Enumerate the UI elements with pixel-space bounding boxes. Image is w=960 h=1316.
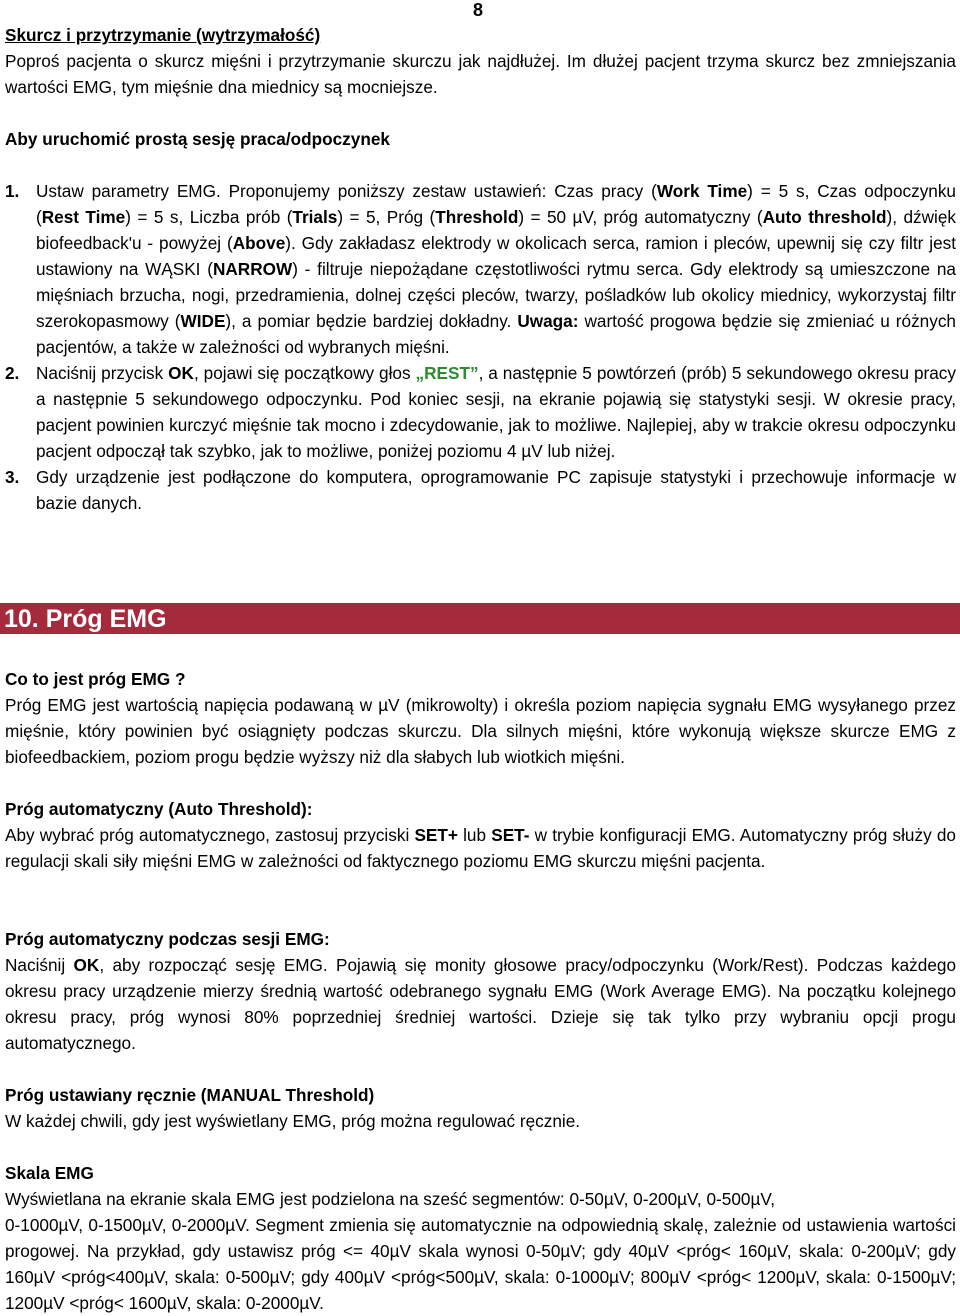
- what-is-section: [5, 666, 956, 770]
- what-is-heading: Co to jest próg EMG ?: [5, 669, 186, 689]
- manual-paragraph: W każdej chwili, gdy jest wyświetlany EMG, próg można regulować ręcznie.: [5, 1111, 581, 1131]
- set-minus-term: SET-: [491, 825, 530, 845]
- step1-text: ) = 5 s, Liczba prób (: [125, 207, 293, 227]
- step1-text: ) = 5 s, Czas odpoczynku (: [36, 181, 956, 227]
- scale-line-1: Wyświetlana na ekranie skala EMG jest podzielona na sześć segmentów: 0-50µV, 0-200µV, 0-500µV,: [5, 1189, 776, 1209]
- step2-text: Naciśnij przycisk: [36, 363, 169, 383]
- contraction-paragraph: Poproś pacjenta o skurcz mięśni i przytrzymanie skurczu jak najdłużej. Im dłużej pacjent trzyma skurcz bez zmniejszania wartości EMG, tym mięśnie dna miednicy są mocniejsze.: [5, 51, 956, 97]
- trials-term: Trials: [292, 207, 338, 227]
- auto-text: Aby wybrać próg automatycznego, zastosuj przyciski: [5, 825, 415, 845]
- steps-list: [5, 178, 956, 516]
- ok-term: OK: [73, 955, 100, 975]
- scale-heading: Skala EMG: [5, 1163, 94, 1183]
- work-time-term: Work Time: [656, 181, 748, 201]
- what-is-paragraph: Próg EMG jest wartością napięcia podawaną w µV (mikrowolty) i określa poziom napięcia sygnału EMG wysyłanego przez mięśnie, który powinien być osiągnięty podczas skurczu. Dla silnych mięśni, które wykonują większe skurcze EMG z biofeedbackiem, poziom progu będzie wyższy niż dla słabych lub wiotkich mięśni.: [5, 695, 956, 767]
- above-term: Above: [232, 233, 286, 253]
- auto-threshold-heading: Próg automatyczny (Auto Threshold):: [5, 799, 313, 819]
- section-title: 10. Próg EMG: [4, 605, 167, 633]
- step-1: [5, 178, 956, 360]
- auto-text: lub: [457, 825, 492, 845]
- step1-text: Ustaw parametry EMG. Proponujemy poniższy zestaw ustawień: Czas pracy (: [36, 181, 657, 201]
- auto-threshold-section: [5, 796, 956, 874]
- session-section: [5, 126, 956, 152]
- step2-text: , a następnie 5 powtórzeń (prób) 5 sekundowego okresu pracy a następnie 5 sekundowego odpoczynku. Pod koniec sesji, na ekranie pojawią się statystyki sesji. W okresie pracy, pacjent powinien kurczyć mięśnie tak mocno i zdecydowanie, jak to możliwe. Najlepiej, aby w trakcie okresu odpoczynku pacjent odpoczął tak szybko, jak to możliwe, poniżej poziomu 4 µV lub niżej.: [36, 363, 956, 461]
- manual-section: [5, 1082, 956, 1134]
- step1-text: ) = 50 µV, próg automatyczny (: [518, 207, 763, 227]
- session-heading: Aby uruchomić prostą sesję praca/odpoczynek: [5, 129, 390, 149]
- step-2: [5, 360, 956, 464]
- auto-threshold-term: Auto threshold: [762, 207, 887, 227]
- contraction-heading: Skurcz i przytrzymanie (wytrzymałość): [5, 25, 321, 45]
- manual-heading: Próg ustawiany ręcznie (MANUAL Threshold): [5, 1085, 375, 1105]
- step-3: [5, 464, 956, 516]
- narrow-term: NARROW: [212, 259, 293, 279]
- step1-text: ), a pomiar będzie bardziej dokładny.: [225, 311, 518, 331]
- step-number: 1.: [5, 181, 20, 201]
- section-banner: [0, 603, 960, 634]
- auto-session-text: , aby rozpocząć sesję EMG. Pojawią się monity głosowe pracy/odpoczynku (Work/Rest). Podczas każdego okresu pracy urządzenie mierzy średnią wartość odebranego sygnału EMG (Work Average EMG). Na początku kolejnego okresu pracy, próg wynosi 80% poprzedniej średniej wartości. Dzieje się tak tylko przy wybraniu opcji progu automatycznego.: [5, 955, 957, 1053]
- auto-session-heading: Próg automatyczny podczas sesji EMG:: [5, 929, 330, 949]
- rest-voice-term: „REST”: [415, 363, 479, 383]
- step1-text: ). Gdy zakładasz elektrody w okolicach serca, ramion i pleców, upewnij się czy filtr jest ustawiony na WĄSKI (: [36, 233, 956, 279]
- step1-text: ) - filtruje niepożądane częstotliwości rytmu serca. Gdy elektrody są umieszczone na mięśniach brzucha, nogi, przedramienia, dolnej części pleców, twarzy, pośladków lub okolicy miednicy, wykorzystaj filtr szerokopasmowy (: [36, 259, 956, 331]
- session-steps: [5, 178, 956, 516]
- wide-term: WIDE: [180, 311, 226, 331]
- set-plus-term: SET+: [414, 825, 458, 845]
- step-number: 2.: [5, 363, 20, 383]
- threshold-term: Threshold: [435, 207, 519, 227]
- step-number: 3.: [5, 467, 20, 487]
- auto-session-paragraph: [5, 952, 956, 1056]
- ok-term: OK: [168, 363, 194, 383]
- note-label: Uwaga:: [517, 311, 579, 331]
- contraction-section: [5, 22, 956, 100]
- auto-session-section: [5, 926, 956, 1056]
- auto-threshold-paragraph: [5, 822, 956, 874]
- step1-text: ) = 5, Próg (: [337, 207, 436, 227]
- step1-text: ), dźwięk biofeedback'u - powyżej (: [36, 207, 956, 253]
- auto-session-text: Naciśnij: [5, 955, 74, 975]
- auto-text: w trybie konfiguracji EMG. Automatyczny próg służy do regulacji skali siły mięśni EMG w zależności od faktycznego poziomu EMG skurczu mięśni pacjenta.: [5, 825, 956, 871]
- scale-section: [5, 1160, 956, 1316]
- step2-text: , pojawi się początkowy głos: [193, 363, 416, 383]
- rest-time-term: Rest Time: [41, 207, 126, 227]
- step3-text: Gdy urządzenie jest podłączone do komputera, oprogramowanie PC zapisuje statystyki i przechowuje informacje w bazie danych.: [36, 467, 956, 513]
- step1-text: wartość progowa będzie się zmieniać u różnych pacjentów, a także w zależności od wybranych mięśni.: [36, 311, 956, 357]
- page-number: 8: [473, 0, 484, 20]
- scale-paragraph: 0-1000µV, 0-1500µV, 0-2000µV. Segment zmienia się automatycznie na odpowiednią skalę, zależnie od ustawienia wartości progowej. Na przykład, gdy ustawisz próg <= 40µV skala wynosi 0-50µV; gdy 40µV <próg< 160µV, skala: 0-200µV; gdy 160µV <próg<400µV, skala: 0-500µV; gdy 400µV <próg<500µV, skala: 0-1000µV; 800µV <próg< 1200µV, skala: 0-1500µV; 1200µV <próg< 1600µV, skala: 0-2000µV.: [5, 1215, 956, 1313]
